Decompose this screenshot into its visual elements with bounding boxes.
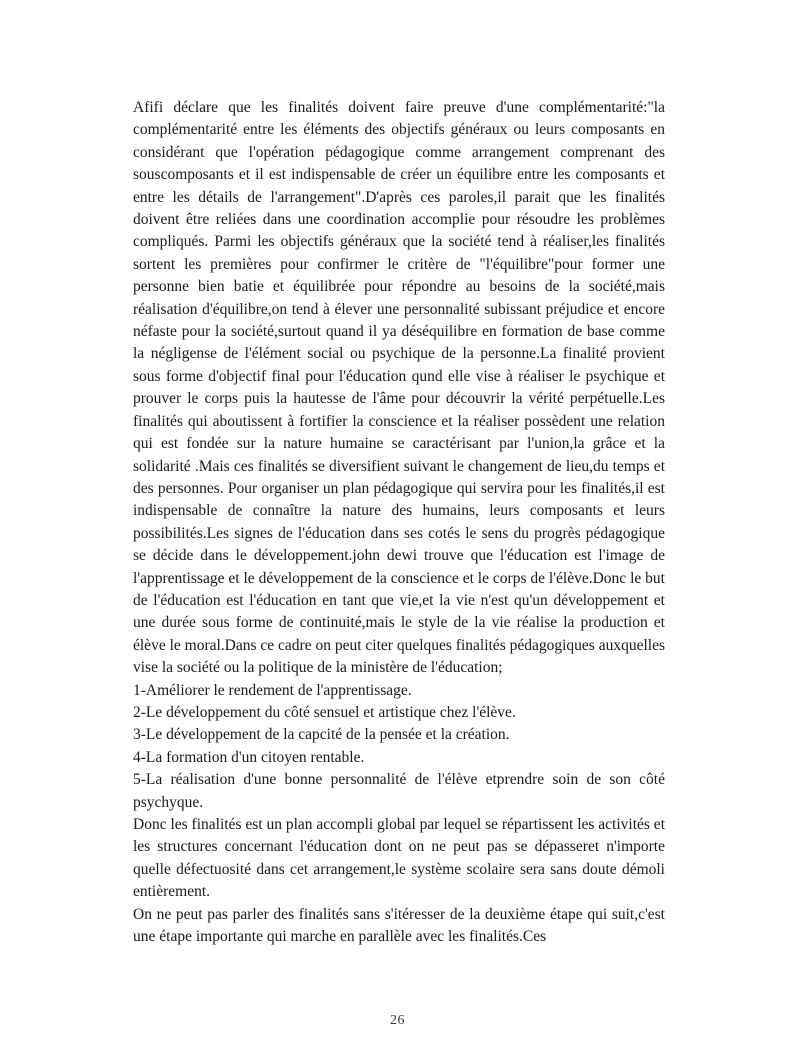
list-item-5: 5-La réalisation d'une bonne personnalité de l'élève etprendre soin de son côté psychyque. <box>133 771 665 811</box>
text-body <box>133 97 665 948</box>
list-item-3: 3-Le développement de la capcité de la pensée et la création. <box>133 726 510 744</box>
paragraph-finalites-plan: Donc les finalités est un plan accompli global par lequel se répartissent les activités et les structures concernant l'éducation dont on ne peut pas se dépasseret n'importe quelle défectuosité dans cet arrangement,le système scolaire sera sans doute démoli entièrement. <box>133 816 665 901</box>
paragraph-deuxieme-etape: On ne peut pas parler des finalités sans s'itéresser de la deuxième étape qui suit,c'est une étape importante qui marche en parallèle avec les finalités.Ces <box>133 905 665 946</box>
list-item-2: 2-Le développement du côté sensuel et artistique chez l'élève. <box>133 703 516 721</box>
list-item-1: 1-Améliorer le rendement de l'apprentissage. <box>133 681 412 699</box>
page-number: 26 <box>390 1013 405 1028</box>
list-item-4: 4-La formation d'un citoyen rentable. <box>133 748 365 766</box>
numbered-list <box>133 680 665 814</box>
paragraph-finalites-main: Afifi déclare que les finalités doivent faire preuve d'une complémentarité:"la complémentarité entre les éléments des objectifs généraux ou leurs composants en considérant que l'opération pédagogique comme arrangement comprenant des souscomposants et il est indispensable de créer un équilibre entre les composants et entre les détails de l'arrangement".D'après ces paroles,il parait que les finalités doivent être reliées dans une coordination accomplie pour résoudre les problèmes compliqués. Parmi les objectifs généraux que la société tend à réaliser,les finalités sortent les premières pour confirmer le critère de "l'équilibre"pour former une personne bien batie et équilibrée pour répondre au besoins de la société,mais réalisation d'équilibre,on tend à élever une personnalité subissant préjudice et encore néfaste pour la société,surtout quand il ya déséquilibre en formation de base comme la négligense de l'élément social ou psychique de la personne.La finalité provient sous forme d'objectif final pour l'éducation qund elle vise à réaliser le psychique et prouver le corps puis la hautesse de l'âme pour découvrir la vérité perpétuelle.Les finalités qui aboutissent à fortifier la conscience et la réaliser possèdent une relation qui est fondée sur la nature humaine se caractérisant par l'union,la grâce et la solidarité .Mais ces finalités se diversifient suivant le changement de lieu,du temps et des personnes. Pour organiser un plan pédagogique qui servira pour les finalités,il est indispensable de connaître la nature des humains, leurs composants et leurs possibilités.Les signes de l'éducation dans ses cotés le sens du progrès pédagogique se décide dans le développement.john dewi trouve que l'éducation est l'image de l'apprentissage et le développement de la conscience et le corps de l'élève.Donc le but de l'éducation est l'éducation en tant que vie,et la vie n'est qu'un développement et une durée sous forme de continuité,mais le style de la vie réalise la production et élève le moral.Dans ce cadre on peut citer quelques finalités pédagogiques auxquelles vise la société ou la politique de la ministère de l'éducation; <box>133 99 665 677</box>
